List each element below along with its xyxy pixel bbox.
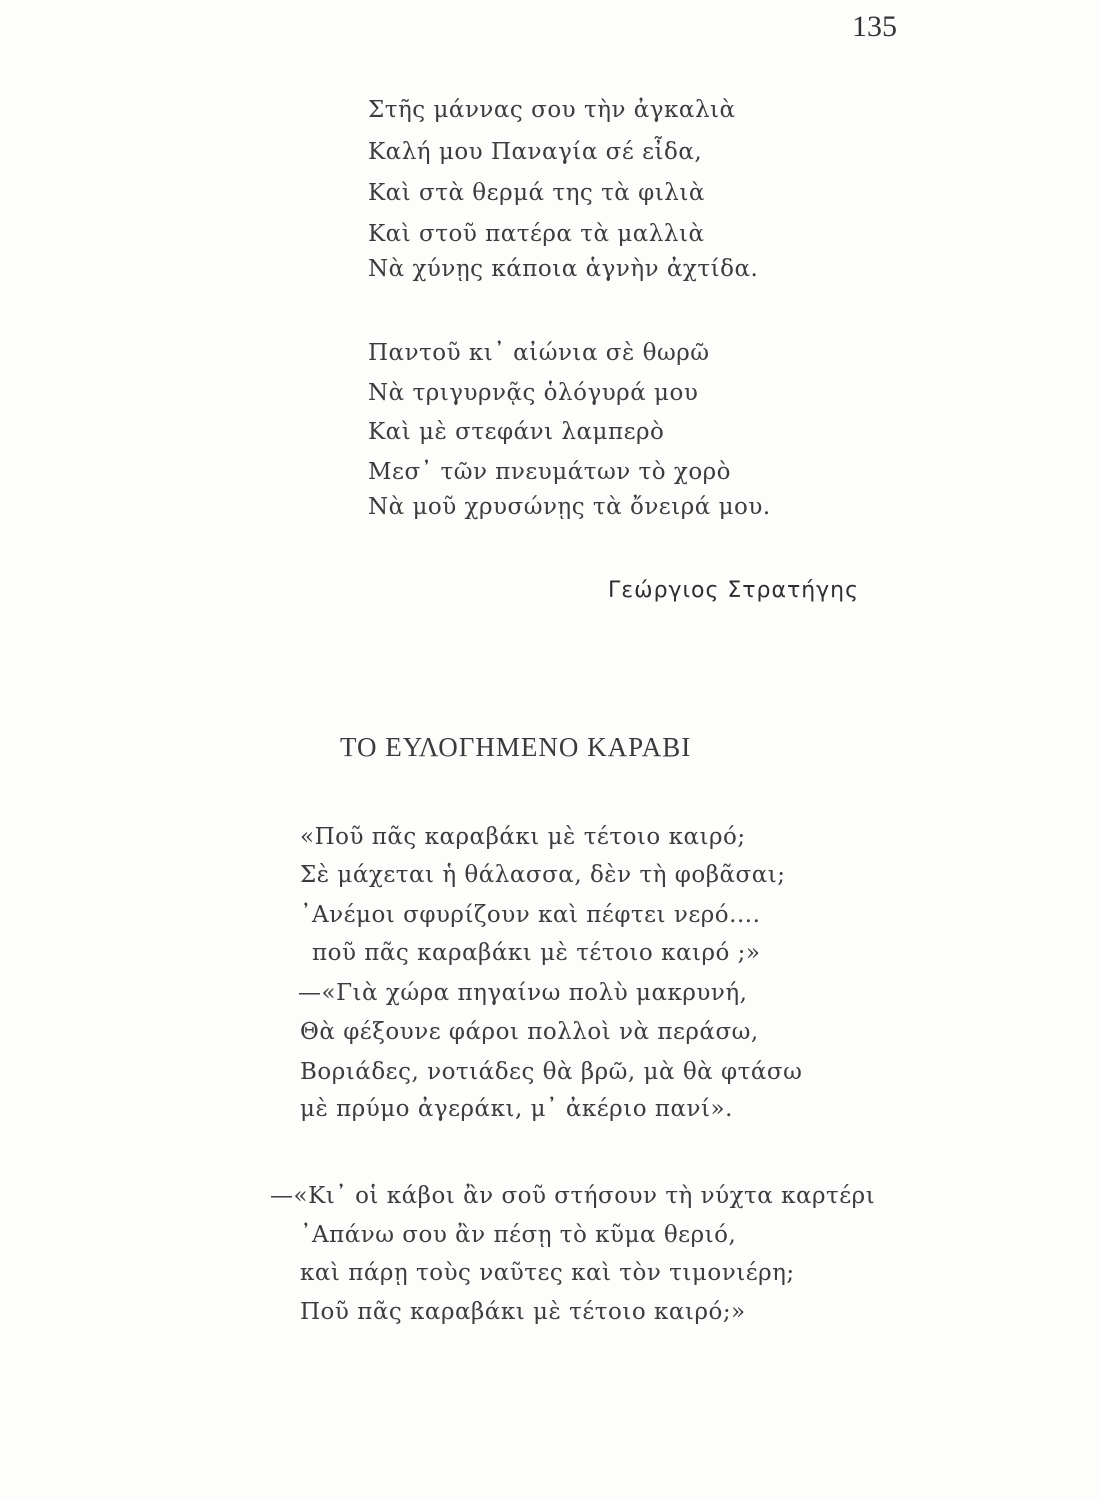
poem1-line: Νὰ χύνῃς κάποια ἁγνὴν ἀχτίδα. (368, 256, 759, 282)
poem2-line: ποῦ πᾶς καραβάκι μὲ τέτοιο καιρό ;» (312, 940, 761, 966)
page-number: 135 (852, 10, 897, 43)
poem-title: ΤΟ ΕΥΛΟΓΗΜΕΝΟ ΚΑΡΑΒΙ (340, 732, 692, 762)
poem1-line: Νὰ μοῦ χρυσώνῃς τὰ ὄνειρά μου. (368, 494, 771, 520)
poem1-line: Καὶ στὰ θερμά της τὰ φιλιὰ (368, 180, 705, 206)
poem2-line: Θὰ φέξουνε φάροι πολλοὶ νὰ περάσω, (300, 1019, 759, 1045)
poem2-line: Ποῦ πᾶς καραβάκι μὲ τέτοιο καιρό;» (300, 1299, 746, 1325)
poem1-line: Νὰ τριγυρνᾷς ὁλόγυρά μου (368, 380, 699, 406)
poem2-line: ᾿Απάνω σου ἂν πέσῃ τὸ κῦμα θεριό, (300, 1222, 737, 1248)
poem2-line: ᾿Ανέμοι σφυρίζουν καὶ πέφτει νερό.... (300, 902, 761, 928)
poem2-line: Σὲ μάχεται ἡ θάλασσα, δὲν τὴ φοβᾶσαι; (300, 862, 786, 888)
poem1-line: Καλή μου Παναγία σέ εἶδα, (368, 139, 703, 165)
poem1-line: Παντοῦ κι᾿ αἰώνια σὲ θωρῶ (368, 340, 710, 366)
poem2-line: —«Κι᾿ οἱ κάβοι ἂν σοῦ στήσουν τὴ νύχτα καρτέρι (270, 1183, 876, 1209)
poem2-line: —«Γιὰ χώρα πηγαίνω πολὺ μακρυνή, (298, 980, 748, 1006)
poem1-line: Καὶ μὲ στεφάνι λαμπερὸ (368, 419, 665, 445)
poem1-line: Καὶ στοῦ πατέρα τὰ μαλλιὰ (368, 221, 705, 247)
poem1-line: Στῆς μάννας σου τὴν ἀγκαλιὰ (368, 97, 736, 123)
poem2-line: Βοριάδες, νοτιάδες θὰ βρῶ, μὰ θὰ φτάσω (300, 1059, 803, 1085)
author-signature: Γεώργιος Στρατήγης (608, 578, 860, 603)
poem2-line: καὶ πάρῃ τοὺς ναῦτες καὶ τὸν τιμονιέρη; (300, 1260, 795, 1286)
poem2-line: μὲ πρύμο ἀγεράκι, μ᾿ ἀκέριο πανί». (300, 1096, 733, 1122)
poem1-line: Μεσ᾿ τῶν πνευμάτων τὸ χορὸ (368, 459, 732, 485)
poem2-line: «Ποῦ πᾶς καραβάκι μὲ τέτοιο καιρό; (300, 824, 746, 850)
